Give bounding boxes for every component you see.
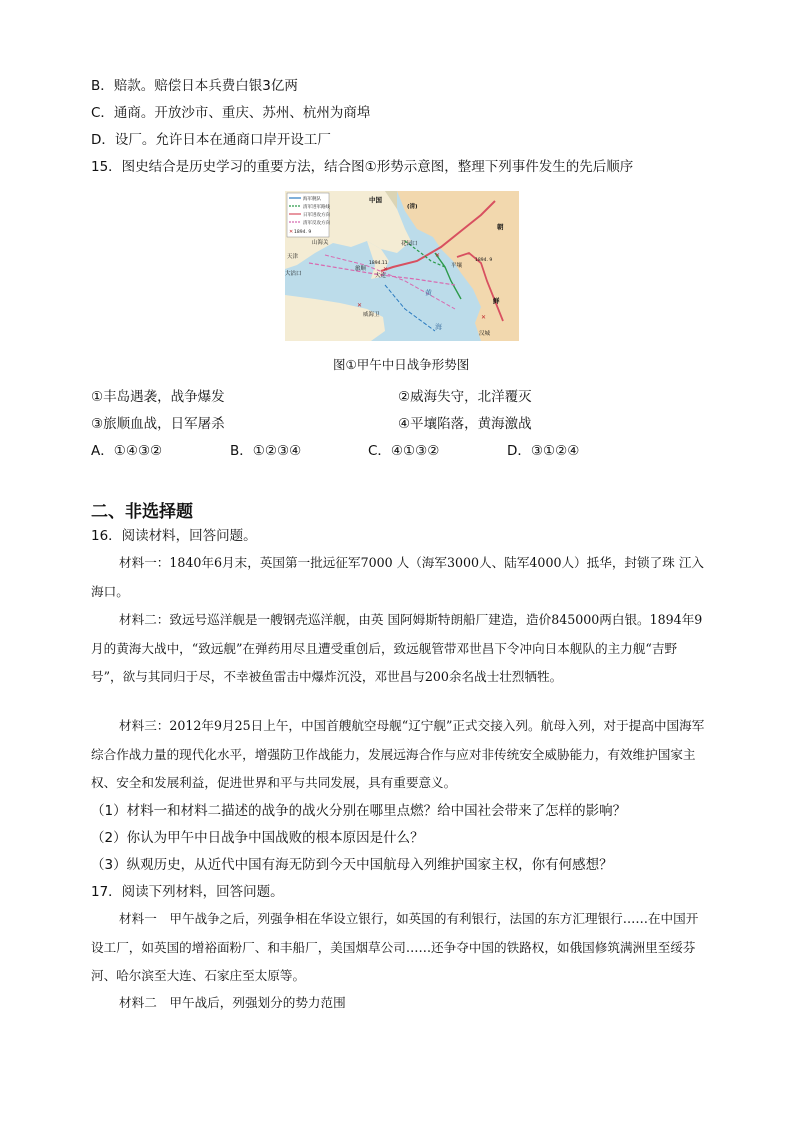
map-label-xian: 鲜 bbox=[493, 297, 500, 305]
map-label-date1: 1894. 9 bbox=[475, 258, 493, 263]
map-label-huayuankou: 花园口 bbox=[401, 241, 418, 247]
q14-option-b: B．赔款。赔偿日本兵费白银3亿两 bbox=[91, 78, 298, 94]
section-title: 二、非选择题 bbox=[91, 502, 193, 522]
map-label-pingrang: 平壤 bbox=[451, 263, 463, 269]
choice-b: B．①②③④ bbox=[230, 443, 302, 459]
q17-stem: 17．阅读下列材料，回答问题。 bbox=[91, 884, 284, 900]
map-label-weihaiwei: 威海卫 bbox=[363, 312, 380, 318]
q14-option-c: C．通商。开放沙市、重庆、苏州、杭州为商埠 bbox=[91, 105, 371, 121]
q15-stem: 15．图史结合是历史学习的重要方法，结合图①形势示意图，整理下列事件发生的先后顺序 bbox=[91, 159, 634, 175]
map-label-tianjin: 天津 bbox=[287, 254, 299, 260]
map-label-china: 中国 bbox=[369, 196, 382, 204]
q16-subquestion-2: （2）你认为甲午中日战争中国战败的根本原因是什么？ bbox=[91, 830, 424, 846]
map-legend-2: 清军进军路线 bbox=[303, 205, 330, 210]
map-label-chao: 朝 bbox=[497, 223, 504, 231]
map-label-sea: 海 bbox=[435, 323, 442, 331]
event-3: ③旅顺血战，日军屠杀 bbox=[91, 416, 225, 432]
q14-option-d: D．设厂。允许日本在通商口岸开设工厂 bbox=[91, 132, 331, 148]
sino-japanese-war-map bbox=[285, 191, 519, 341]
event-2: ②威海失守，北洋覆灭 bbox=[398, 389, 532, 405]
map-label-shanhaiguan: 山海关 bbox=[312, 240, 329, 246]
map-caption: 图①甲午中日战争形势图 bbox=[333, 357, 470, 372]
map-label-qing: (清) bbox=[407, 204, 418, 210]
map-label-dagukou: 大沽口 bbox=[285, 271, 302, 277]
map-legend-date: 1894. 9 bbox=[294, 230, 312, 235]
map-label-date2: 1894.11 bbox=[369, 261, 388, 266]
q16-subquestion-1: （1）材料一和材料二描述的战争的战火分别在哪里点燃？给中国社会带来了怎样的影响？ bbox=[91, 803, 627, 819]
svg-text:✕: ✕ bbox=[481, 314, 487, 321]
map-label-yellow: 黄 bbox=[425, 289, 432, 297]
choice-c: C．④①③② bbox=[368, 443, 440, 459]
event-4: ④平壤陷落，黄海激战 bbox=[398, 416, 532, 432]
event-1: ①丰岛遇袭，战争爆发 bbox=[91, 389, 225, 405]
svg-text:✕: ✕ bbox=[357, 302, 363, 309]
q17-material-1: 材料一 甲午战争之后，列强争相在华设立银行，如英国的有利银行，法国的东方汇理银行……在中国开设工厂，如英国的增裕面粉厂、和丰船厂，美国烟草公司……还争夺中国的铁路权，如俄国修筑满洲里至绥芬河、哈尔滨至大连、石家庄至太原等。 bbox=[91, 911, 699, 983]
map-legend-3: 日军进攻方向 bbox=[303, 213, 330, 218]
svg-text:✕: ✕ bbox=[383, 266, 389, 273]
q16-subquestion-3: （3）纵观历史，从近代中国有海无防到今天中国航母入列维护国家主权，你有何感想？ bbox=[91, 857, 613, 873]
map-legend-1: 海军舰队 bbox=[303, 197, 321, 202]
map-label-hancheng: 汉城 bbox=[479, 331, 491, 337]
q17-material-2: 材料二 甲午战后，列强划分的势力范围 bbox=[119, 995, 346, 1010]
map-legend-4: 清军反攻方向 bbox=[303, 221, 330, 226]
q16-material-1: 材料一：1840年6月末，英国第一批远征军7000 人（海军3000人、陆军4000人）抵华，封锁了珠 江入海口。 bbox=[91, 555, 705, 599]
q16-material-2: 材料二：致远号巡洋舰是一艘钢壳巡洋舰，由英 国阿姆斯特朗船厂建造，造价845000两白银。1894年9月的黄海大战中，“致远舰”在弹药用尽且遭受重创后，致远舰管带邓世昌下令冲向日本舰队的主力舰“吉野号”，欲与其同归于尽，不幸被鱼雷击中爆炸沉没，邓世昌与200余名战士壮烈牺牲。 bbox=[91, 612, 703, 684]
choice-a: A．①④③② bbox=[91, 443, 163, 459]
map-label-lushun: 旅顺 bbox=[355, 266, 367, 272]
svg-text:✕: ✕ bbox=[289, 229, 294, 235]
svg-text:✕: ✕ bbox=[435, 252, 441, 259]
q16-stem: 16．阅读材料，回答问题。 bbox=[91, 528, 257, 544]
choice-d: D．③①②④ bbox=[507, 443, 580, 459]
q16-material-3: 材料三：2012年9月25日上午，中国首艘航空母舰“辽宁舰”正式交接入列。航母入列，对于提高中国海军综合作战力量的现代化水平，增强防卫作战能力，发展远海合作与应对非传统安全威胁能力，有效维护国家主权、安全和发展利益，促进世界和平与共同发展，具有重要意义。 bbox=[91, 718, 705, 790]
map-label-dalian: 大连 bbox=[375, 273, 387, 279]
